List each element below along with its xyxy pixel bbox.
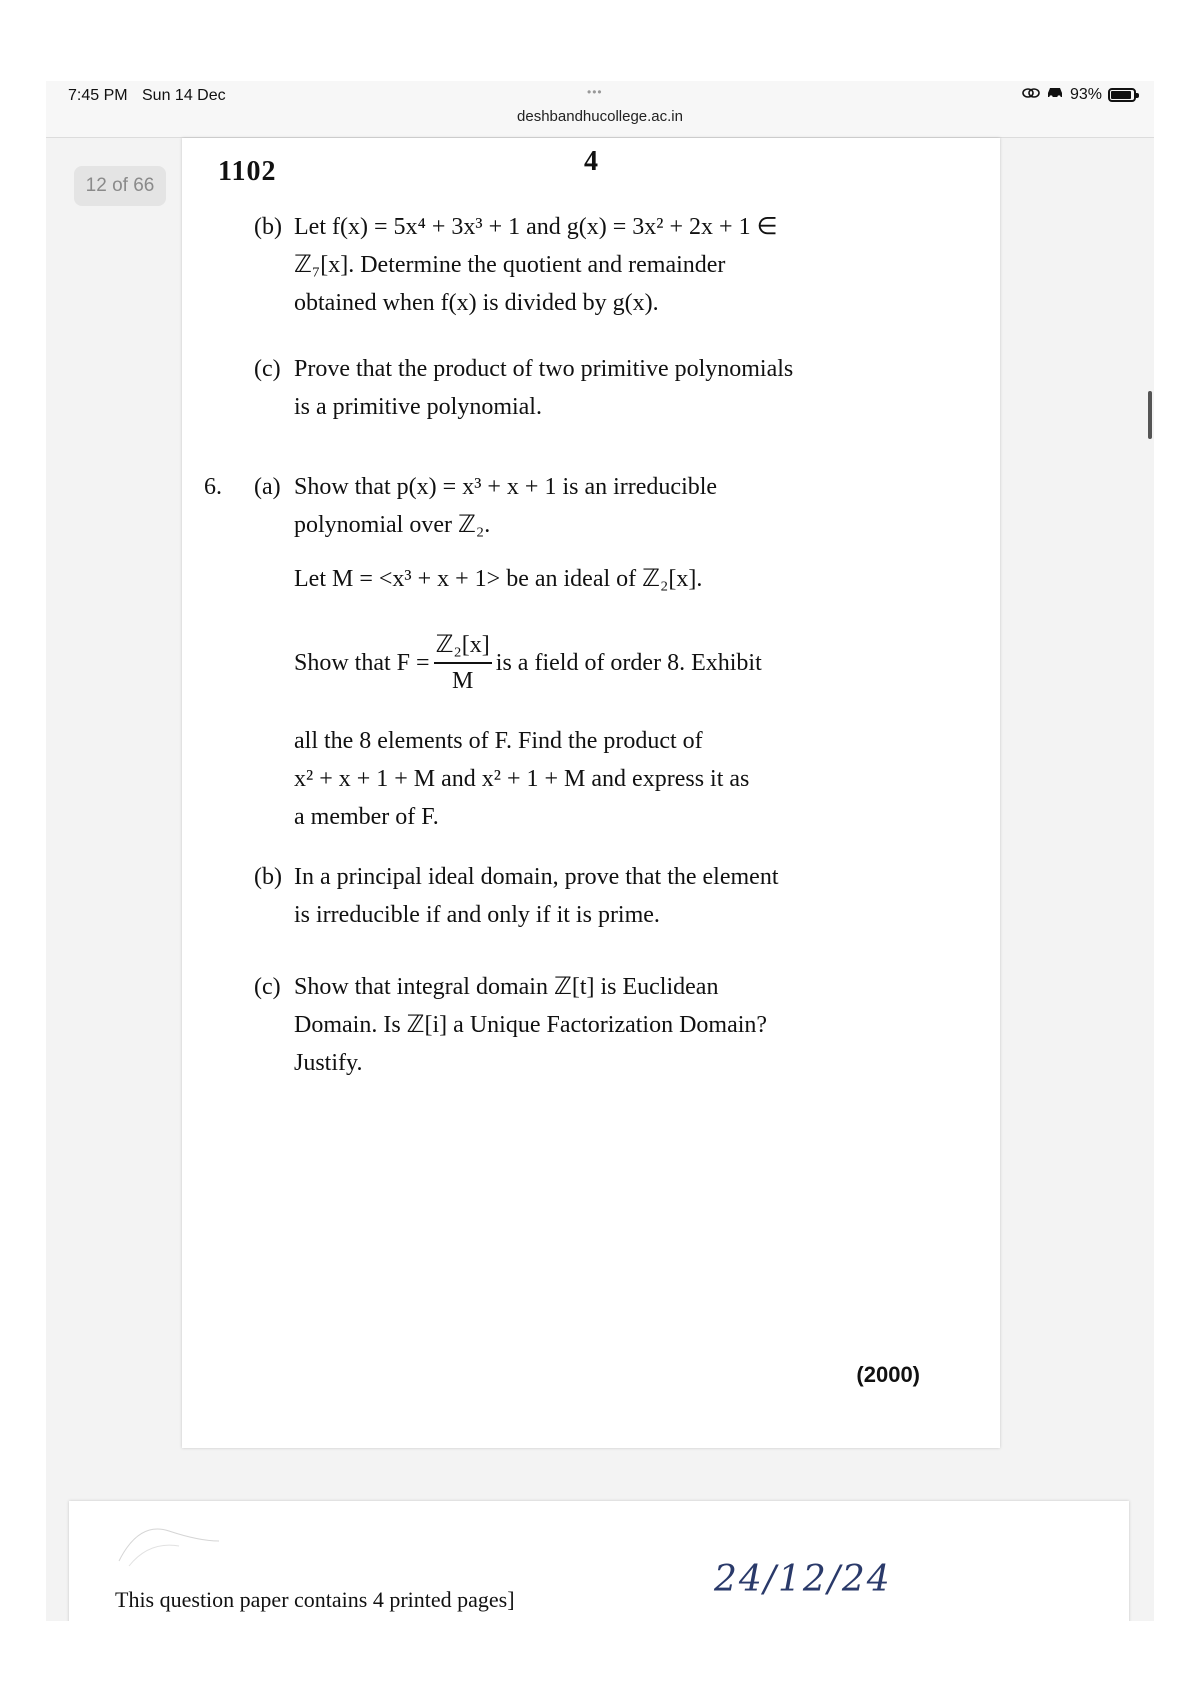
status-time: 7:45 PM	[68, 87, 128, 104]
scroll-indicator[interactable]	[1148, 391, 1152, 439]
battery-percent: 93%	[1069, 85, 1102, 103]
field-definition-suffix: is a field of order 8. Exhibit	[495, 650, 762, 676]
address-url[interactable]: deshbandhucollege.ac.in	[517, 108, 683, 125]
field-definition	[294, 628, 762, 698]
car-icon	[1046, 85, 1064, 104]
question-line: x² + x + 1 + M and x² + 1 + M and express it as	[294, 766, 750, 792]
field-definition-prefix: Show that F =	[294, 650, 430, 676]
status-date: Sun 14 Dec	[142, 87, 226, 104]
paper-code: 1102	[218, 156, 277, 187]
battery-icon	[1108, 88, 1136, 102]
question-label: (a)	[254, 474, 281, 500]
page-number: 4	[584, 146, 598, 177]
question-line: Prove that the product of two primitive polynomials	[294, 356, 794, 382]
question-line: obtained when f(x) is divided by g(x).	[294, 290, 659, 316]
multitasking-dots-icon[interactable]: •••	[587, 85, 603, 99]
question-line: In a principal ideal domain, prove that the element	[294, 864, 779, 890]
question-label: (b)	[254, 214, 282, 240]
next-page-header: This question paper contains 4 printed pages]	[115, 1587, 515, 1612]
page-counter: 12 of 66	[74, 166, 166, 206]
question-line: ℤ₇[x]. Determine the quotient and remainder	[294, 252, 726, 278]
quotient-fraction	[434, 628, 492, 698]
question-line: Show that integral domain ℤ[t] is Euclidean	[294, 974, 719, 1000]
question-line: is a primitive polynomial.	[294, 394, 542, 420]
document-page	[182, 138, 1000, 1448]
app-screen	[46, 81, 1154, 1621]
status-bar	[46, 81, 1154, 138]
fraction-numerator: ℤ₂[x]	[434, 628, 492, 664]
status-indicators	[1022, 85, 1136, 104]
next-document-page	[69, 1501, 1129, 1621]
question-line: polynomial over ℤ₂.	[294, 512, 491, 538]
question-line: Let f(x) = 5x⁴ + 3x³ + 1 and g(x) = 3x² + 2x + 1 ∈	[294, 214, 778, 240]
question-line: is irreducible if and only if it is prime.	[294, 902, 660, 928]
question-number: 6.	[204, 474, 222, 500]
link-icon	[1022, 86, 1040, 104]
question-line: Let M = <x³ + x + 1> be an ideal of ℤ₂[x].	[294, 566, 703, 592]
question-label: (c)	[254, 974, 281, 1000]
question-label: (b)	[254, 864, 282, 890]
question-line: Justify.	[294, 1050, 363, 1076]
fraction-denominator: M	[452, 668, 474, 694]
handwritten-date: 24/12/24	[714, 1559, 892, 1600]
question-line: Show that p(x) = x³ + x + 1 is an irreducible	[294, 474, 718, 500]
question-label: (c)	[254, 356, 281, 382]
question-line: Domain. Is ℤ[i] a Unique Factorization Domain?	[294, 1012, 768, 1038]
scan-smudge-icon	[109, 1511, 229, 1571]
question-line: a member of F.	[294, 804, 439, 830]
copies-total: (2000)	[856, 1362, 920, 1387]
question-line: all the 8 elements of F. Find the product of	[294, 728, 703, 754]
